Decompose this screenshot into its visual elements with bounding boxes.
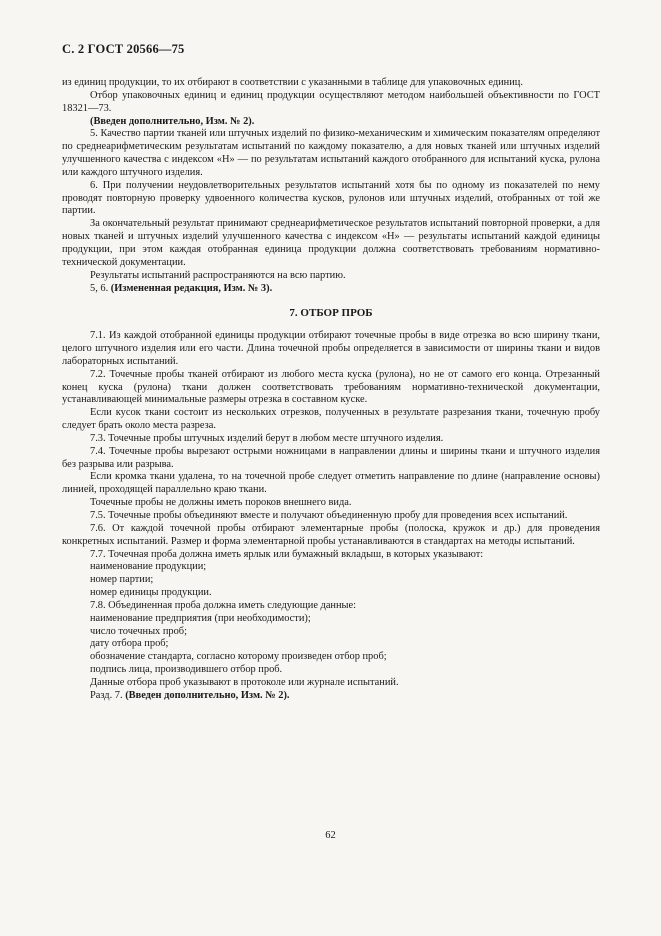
paragraph-text: наименование продукции; [90,561,207,573]
paragraph [62,218,600,269]
amendment-note: (Введен дополнительно, Изм. № 2). [125,689,290,701]
paragraph [62,600,600,613]
paragraph [62,561,600,574]
paragraph [62,613,600,626]
paragraph [62,651,600,664]
paragraph-text: Если кусок ткани состоит из нескольких отрезков, полученных в результате разрезания ткани, точечную пробу следует брать около места разреза. [62,407,600,432]
page-number: 62 [325,830,336,841]
paragraph [62,283,600,296]
paragraph-text: число точечных проб; [90,625,187,637]
paragraph [62,664,600,677]
paragraph-text: 7.5. Точечные пробы объединяют вместе и получают объединенную пробу для проведения всех испытаний. [90,510,568,521]
section-title: 7. ОТБОР ПРОБ [289,307,373,320]
paragraph-text: Данные отбора проб указывают в протоколе или журнале испытаний. [90,676,399,688]
document-body [62,77,600,703]
paragraph [62,407,600,433]
paragraph [62,90,600,116]
paragraph [62,471,600,497]
paragraph-text: Разд. 7. [90,689,126,701]
paragraph [62,128,600,179]
paragraph [62,330,600,369]
amendment-note: (Измененная редакция, Изм. № 3). [110,282,273,294]
paragraph [62,369,600,408]
paragraph [62,433,600,446]
page-header: С. 2 ГОСТ 20566—75 [62,42,185,56]
paragraph [62,180,600,219]
paragraph-text: дату отбора проб; [90,638,169,650]
paragraph [62,690,600,703]
paragraph [62,523,600,549]
paragraph [62,638,600,651]
paragraph [62,270,600,283]
paragraph-text: 7.7. Точечная проба должна иметь ярлык или бумажный вкладыш, в которых указывают: [90,548,484,560]
paragraph [62,549,600,562]
paragraph-text: 7.4. Точечные пробы вырезают острыми ножницами в направлении длины и ширины ткани и штучного изделия без разрыва или разрыва. [62,445,600,470]
paragraph-text: Отбор упаковочных единиц и единиц продукции осуществляют методом наибольшей объективности по ГОСТ 18321—73. [62,89,600,114]
paragraph [62,677,600,690]
paragraph-text: из единиц продукции, то их отбирают в соответствии с указанными в таблице для упаковочных единиц. [62,77,523,88]
paragraph [62,77,600,90]
paragraph [62,574,600,587]
paragraph-text: 7.1. Из каждой отобранной единицы продукции отбирают точечные пробы в виде отрезка во всю ширину ткани, целого штучного изделия или его части. Длина точечной пробы определяется в зависимости от ширины ткани и видов лабораторных испытаний. [62,330,600,367]
paragraph [62,497,600,510]
paragraph-text: 5. Качество партии тканей или штучных изделий по физико-механическим и химическим показателям определяют по среднеарифметическим результатам испытаний по каждому показателю, а для новых тканей или штучных изделий улучшенного качества с индексом «Н» — по результатам испытаний каждого отобранного для испытаний куска, рулона или каждого штучного изделия. [62,128,600,178]
paragraph-text: номер единицы продукции. [90,587,212,599]
paragraph-text: Результаты испытаний распространяются на всю партию. [90,269,346,281]
section-7-paragraphs [62,330,600,702]
paragraph [62,510,600,523]
paragraph [62,116,600,129]
top-paragraphs [62,77,600,295]
paragraph [62,587,600,600]
paragraph-text: 7.2. Точечные пробы тканей отбирают из любого места куска (рулона), но не от самого его конца. Отрезанный конец куска (рулона) ткани должен соответствовать требованиям нормативно-технической документации, устанавливающей минимальные размеры отрезка в составном куске. [62,368,600,406]
paragraph-text: 6. При получении неудовлетворительных результатов испытаний хотя бы по одному из показателей по нему проводят повторную проверку удвоенного количества кусков, рулонов или штучных изделий, отобранных от той же партии. [62,179,600,217]
paragraph-text: 7.3. Точечные пробы штучных изделий берут в любом месте штучного изделия. [90,432,444,444]
paragraph-text: Точечные пробы не должны иметь пороков внешнего вида. [90,497,352,509]
paragraph-text: наименование предприятия (при необходимости); [90,612,311,624]
amendment-note: (Введен дополнительно, Изм. № 2). [90,115,255,127]
paragraph [62,446,600,472]
paragraph-text: обозначение стандарта, согласно которому произведен отбор проб; [90,651,387,663]
paragraph-text: За окончательный результат принимают среднеарифметическое результатов испытаний повторной проверки, а для новых тканей и штучных изделий улучшенного качества с индексом «Н» — результаты испытаний каждой единицы продукции, при этом каждая отобранная единица продукции должна соответствовать требованиям нормативно-технической документации. [62,218,600,268]
paragraph-text: 7.6. От каждой точечной пробы отбирают элементарные пробы (полоска, кружок и др.) для проведения конкретных испытаний. Размер и форма элементарной пробы устанавливаются в стандартах на методы испытаний. [62,522,600,547]
paragraph-text: Если кромка ткани удалена, то на точечной пробе следует отметить направление по длине (направление основы) линией, проходящей параллельно краю ткани. [62,471,600,496]
paragraph-text: 7.8. Объединенная проба должна иметь следующие данные: [90,599,357,611]
paragraph-text: 5, 6. [90,282,111,294]
paragraph [62,626,600,639]
paragraph-text: номер партии; [90,574,154,586]
paragraph-text: подпись лица, производившего отбор проб. [90,664,283,676]
